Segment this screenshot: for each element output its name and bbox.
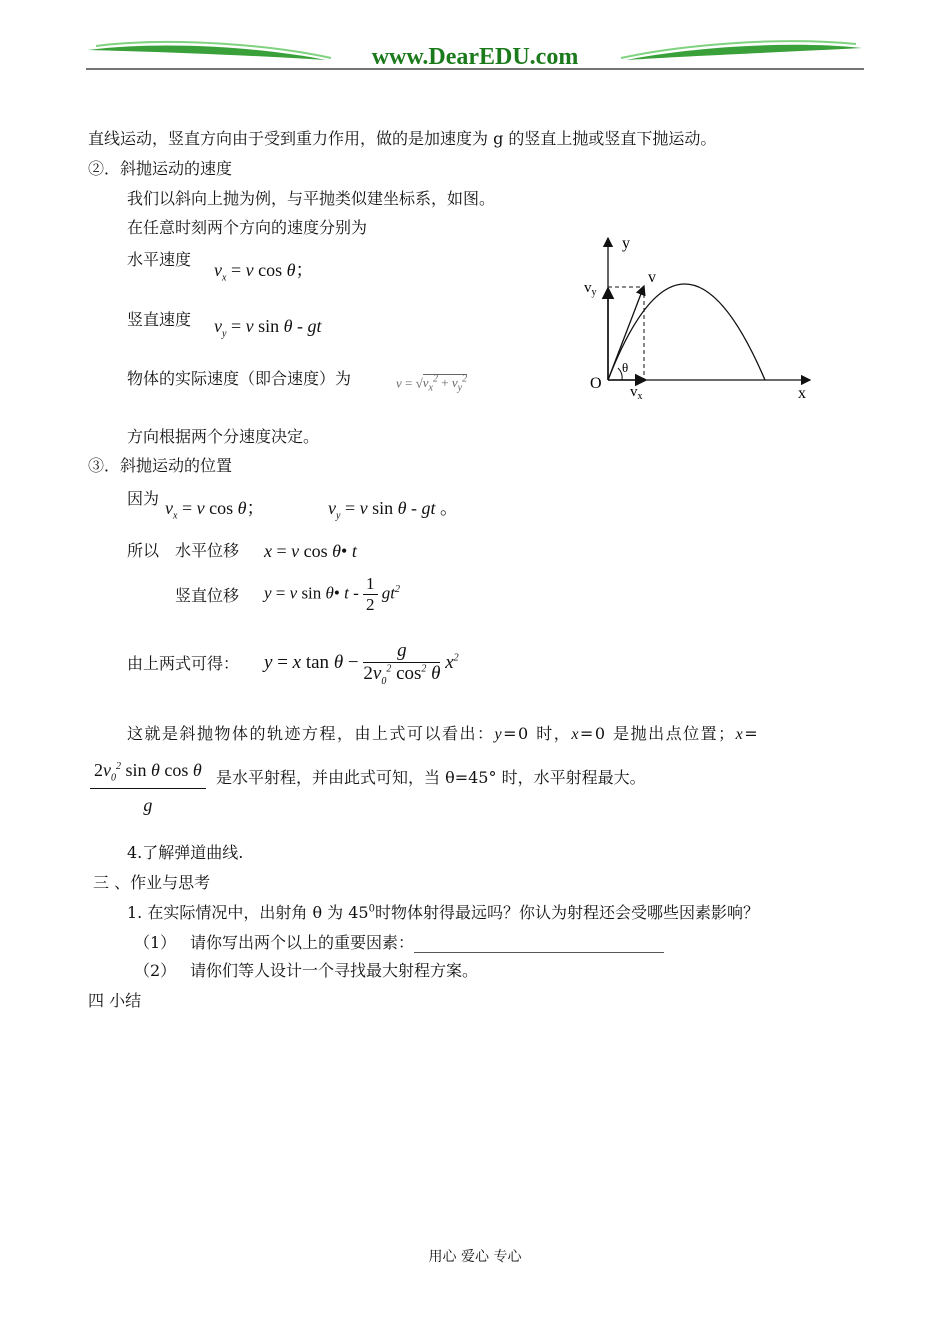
because-formula-1: $v_x = v$ cos θ； bbox=[165, 498, 265, 522]
theta-label: θ bbox=[622, 360, 629, 375]
derive-label: 由上两式可得： bbox=[127, 654, 240, 673]
vy-formula: $v_y = v$ sin θ - gt bbox=[214, 316, 322, 340]
section2-para2: 在任意时刻两个方向的速度分别为 bbox=[127, 218, 368, 237]
right-swoosh bbox=[626, 45, 862, 60]
vy-label: 竖直速度 bbox=[127, 310, 192, 329]
trajectory-curve bbox=[608, 284, 765, 380]
answer-blank[interactable] bbox=[414, 938, 664, 953]
section2-title: ②．斜抛运动的速度 bbox=[88, 159, 233, 178]
projectile-diagram bbox=[578, 228, 818, 408]
range-formula: $\frac{2v_0^2 \sin \theta \cos \theta}{g}$ bbox=[90, 760, 206, 816]
page-footer: 用心 爱心 专心 bbox=[428, 1249, 522, 1265]
question1: 1. 在实际情况中，出射角 θ 为 $45^0$时物体射得最远吗？你认为射程还会受哪些因素影响？ bbox=[127, 903, 759, 922]
paragraph-line1: 直线运动，竖直方向由于受到重力作用，做的是加速度为 g 的竖直上抛或竖直下抛运动。 bbox=[88, 129, 717, 148]
vx-label: $v_x$ bbox=[630, 384, 643, 402]
so-label: 所以 bbox=[127, 541, 160, 560]
site-logo: www.DearEDU.com bbox=[371, 44, 579, 70]
left-swoosh bbox=[88, 45, 326, 60]
header-banner bbox=[86, 38, 864, 72]
vy-label: $v_y$ bbox=[584, 280, 597, 298]
question1-a: 请你写出两个以上的重要因素： bbox=[190, 930, 664, 953]
section2-para1: 我们以斜向上抛为例，与平抛类似建坐标系，如图。 bbox=[127, 189, 496, 208]
y-axis-label: y bbox=[622, 235, 630, 252]
question1-b-number: （2） bbox=[134, 961, 177, 980]
section4-heading: 四 小结 bbox=[88, 991, 142, 1010]
y-formula: y = v sin θ• t - $\frac{1}{2}$ $gt^2$ bbox=[264, 574, 400, 614]
v-label: 物体的实际速度（即合速度）为 bbox=[127, 369, 352, 388]
section3-heading: 三 、作业与思考 bbox=[93, 873, 211, 892]
because-formula-2: $v_y = v$ sin θ - gt 。 bbox=[328, 498, 458, 522]
question1-a-number: （1） bbox=[134, 933, 177, 952]
x-axis-label: x bbox=[798, 385, 806, 402]
v-formula: $v = √v_x^2 + v_y^2$ bbox=[396, 374, 468, 394]
trajectory-text: 这就是斜抛物体的轨迹方程，由上式可以看出：y=0 时，x=0 是抛出点位置；x= bbox=[127, 724, 760, 743]
direction-text: 方向根据两个分速度决定。 bbox=[127, 427, 320, 446]
range-text: 是水平射程，并由此式可知，当 θ=45° 时，水平射程最大。 bbox=[216, 768, 646, 787]
trajectory-formula: y = x tan θ − $\frac{g}{2v_0^2 \cos^2 \theta}$ $x^2$ bbox=[264, 640, 459, 687]
question1-b: 请你们等人设计一个寻找最大射程方案。 bbox=[190, 961, 479, 980]
horizontal-displacement-label: 水平位移 bbox=[175, 541, 240, 560]
item4: 4.了解弹道曲线. bbox=[127, 843, 244, 862]
v-label: v bbox=[648, 269, 656, 286]
section3-title: ③．斜抛运动的位置 bbox=[88, 456, 233, 475]
vx-label: 水平速度 bbox=[127, 250, 192, 269]
x-formula: x = v cos θ• t bbox=[264, 541, 357, 561]
origin-label: O bbox=[590, 375, 602, 392]
vertical-displacement-label: 竖直位移 bbox=[175, 586, 240, 605]
vx-formula: $v_x = v$ cos θ； bbox=[214, 260, 314, 284]
because-label: 因为 bbox=[127, 489, 160, 508]
